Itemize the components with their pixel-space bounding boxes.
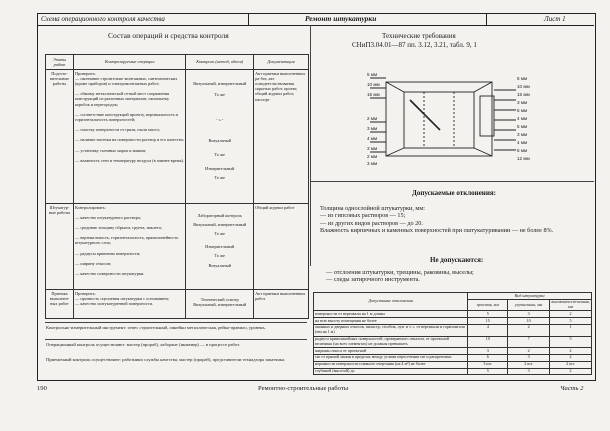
footer-part: Часть 2: [560, 385, 584, 392]
dev-value: 2: [550, 354, 592, 361]
not-allowed-title: Не допускаются:: [430, 256, 484, 264]
dev-text: глубиной (высотой) до: [314, 368, 468, 375]
dev-text: тяг от прямой линии в пределах между углами пересечения тяг и раскреповки: [314, 354, 468, 361]
allowed-line: Толщина однослойной штукатурки, мм:: [320, 205, 425, 212]
ops-col-docs: Документация: [254, 55, 309, 70]
dev-text: оконных и дверных откосов, пилястр, столбов, лузг и т. с. от вертикали и горизонтали (мм на 1 м): [314, 324, 468, 336]
ctrl-item: Технический осмотр: [200, 296, 239, 302]
header-left: Схема операционного контроля качества: [41, 15, 165, 23]
dev-value: 3: [508, 311, 550, 318]
dim-label: 5 мм: [517, 148, 528, 153]
dev-col-high: высококачест-венная, мм: [551, 299, 590, 310]
op-item: — вертикальность, горизонтальность, прямолинейность штукатурного слоя;: [74, 235, 179, 246]
dev-text: ширины откоса от проектной: [314, 348, 468, 355]
op-item: — обжиму металлической сеткой мест сопряжения конструкций из различных материалов, оконопатку коробок и перегородок;: [74, 91, 170, 107]
op-item: — ширину откосов;: [74, 260, 112, 266]
dev-value: 3: [508, 368, 550, 375]
dim-label: 15 мм: [367, 92, 380, 97]
dev-value: 2: [550, 348, 592, 355]
ctrl-item: То же: [214, 174, 225, 180]
dev-value: 2: [550, 311, 592, 318]
dim-label: 5 мм: [517, 108, 528, 113]
op-item: — среднюю толщину обрызга, грунта, наклета;: [74, 224, 162, 230]
dim-label: 2 мм: [367, 116, 378, 121]
allowed-block: [320, 205, 590, 235]
ctrl-item: То же: [214, 152, 225, 158]
header-right: Лист 1: [544, 15, 566, 23]
dev-value: 3: [468, 348, 508, 355]
ctrl-item: Измерительный: [205, 244, 235, 250]
ctrl-item: Визуальный: [208, 138, 231, 144]
dev-value: 7: [508, 336, 550, 348]
table-row: [314, 361, 592, 368]
allowed-line: Влажность кирпичных и каменных поверхностей при оштукатуривании — не более 8%.: [320, 227, 554, 235]
dev-text: на всю высоту помещения не более: [314, 318, 468, 325]
dim-label: 10 мм: [367, 82, 380, 87]
table-row: [314, 324, 592, 336]
dev-value: 1: [550, 324, 592, 336]
dev-text: поверхности от вертикали на 1 м длины: [314, 311, 468, 318]
ops-col-operations: Контролируемые операции: [73, 55, 185, 70]
stage-name: Штукатур-ные работы: [46, 204, 74, 290]
ctrl-item: Визуальный: [208, 262, 231, 268]
dev-value: 15: [468, 318, 508, 325]
ctrl-item: То же: [214, 91, 225, 97]
page-number: 190: [37, 385, 47, 392]
docs-cell: Акт приемки выполненных ра-бот, акт освидетельствования скрытых работ, проект, общий журнал работ, паспорт: [254, 70, 309, 204]
stage-name: Подгото-вительные работы: [46, 70, 74, 204]
docs-cell: Общий журнал работ: [254, 204, 309, 290]
dev-value: 5: [468, 311, 508, 318]
ctrl-item: Визуальный, измерительный: [193, 221, 247, 227]
allowed-title: Допускаемые отклонения:: [412, 189, 496, 197]
dev-value: 10: [468, 336, 508, 348]
docs-cell: Акт приемки выполненных работ: [254, 290, 309, 319]
ops-col-control: Контроль (метод, объем): [186, 55, 254, 70]
ctrl-item: То же: [214, 253, 225, 259]
dim-label: 12 мм: [517, 156, 530, 161]
dim-label: 5 мм: [517, 124, 528, 129]
dim-label: 4 мм: [367, 136, 378, 141]
op-item: — наличие насечки на поверхности раствор и его качество;: [74, 137, 185, 143]
note-instrument: Контрольно-измерительный инструмент: отвес строительный, линейки металлическая, рейка-правило, уровень.: [46, 325, 266, 330]
ctrl-item: Визуальный, измерительный: [193, 301, 247, 307]
table-row: [46, 204, 309, 290]
tech-req-title: Технические требования: [382, 32, 456, 40]
column-divider: [310, 25, 311, 266]
ops-col-stage: Этапы работ: [46, 55, 74, 70]
op-item: — очистку поверхности от грязи, пыли масел;: [74, 127, 160, 133]
deviations-table: [313, 292, 592, 375]
dim-label: 4 мм: [517, 140, 528, 145]
dim-label: 3 мм: [517, 132, 528, 137]
dev-value: 5: [468, 368, 508, 375]
footer-title: Ремонтно-строительные работы: [258, 385, 349, 392]
dim-label: 5 мм: [367, 72, 378, 77]
not-allowed-line: — следы затирочного инструмента.: [326, 276, 420, 284]
dev-value: 10: [508, 318, 550, 325]
dev-value: 4: [468, 324, 508, 336]
allowed-line: — из других видов растворов — до 20.: [320, 219, 423, 227]
note-acceptance: Приемочный контроль осуществляют: работники службы качества, мастер (прораб), представители технадзора заказчика.: [46, 357, 286, 362]
ctrl-item: Измерительный: [205, 165, 235, 171]
op-item: — влажность стен и температуру воздуха (в зимнее время).: [74, 157, 184, 163]
header-bar: [37, 13, 594, 26]
ctrl-item: Лабораторный контроль: [197, 212, 242, 218]
dev-value: 5: [550, 336, 592, 348]
dim-label: 2 мм: [367, 154, 378, 159]
dim-label: 5 мм: [517, 76, 528, 81]
table-row: [314, 311, 592, 318]
dev-value: 2 шт.: [508, 361, 550, 368]
table-row: [314, 368, 592, 375]
op-item: — качество оштукатуренной поверхности.: [74, 300, 154, 306]
dev-text: радиуса криволинейных поверхностей, проверяемого лекалом, от проектной величины (на всех элементах) не должны превышать: [314, 336, 468, 348]
not-allowed-line: — отслоения штукатурки, трещины, раковины, выселы;: [326, 269, 474, 276]
op-item: — качество штукатурного раствора;: [74, 214, 142, 220]
table-row: [314, 354, 592, 361]
dev-value: 2 шт.: [550, 361, 592, 368]
dev-value: 5: [550, 318, 592, 325]
dim-label: 4 мм: [517, 116, 528, 121]
op-item: Контролировать:: [74, 204, 106, 210]
dev-value: 3: [508, 354, 550, 361]
op-item: — радиусы кривизны поверхности;: [74, 250, 141, 256]
table-row: [314, 336, 592, 348]
table-row: [314, 348, 592, 355]
table-row: [46, 70, 309, 204]
op-item: — соответствие конструкций проекту, вертикальность и горизонтальность поверхностей;: [74, 111, 178, 122]
left-title: Состав операций и средства контроля: [108, 31, 229, 40]
table-row: [314, 318, 592, 325]
dim-label: 10 мм: [517, 84, 530, 89]
dim-label: 3 мм: [517, 100, 528, 105]
dev-value: 2: [508, 348, 550, 355]
op-item: Проверить:: [74, 70, 96, 76]
op-item: — установку съемных марок и маяков;: [74, 147, 147, 153]
op-item: — прочность сцепления штукатурки с основанием;: [74, 295, 170, 301]
dev-col-simple: простая, мм: [468, 299, 508, 311]
dev-value: 6: [468, 354, 508, 361]
dim-label: 3 мм: [367, 126, 378, 131]
dim-label: 3 мм: [367, 161, 378, 166]
table-row: [46, 290, 309, 319]
op-item: — окончание строительно-монтажных, сантехнических (кроме приборов) и электромонтажных работ;: [74, 75, 178, 86]
allowed-line: — из гипсовых растворов — 15;: [320, 212, 406, 220]
dev-col-main: Допустимые отклонения: [314, 293, 468, 311]
header-center: Ремонт штукатурки: [305, 14, 377, 23]
dev-value: 2: [550, 368, 592, 375]
ctrl-item: - » -: [216, 116, 224, 122]
dev-text: неровности поверхности плавного очертания (на 4 м²) не более: [314, 361, 468, 368]
dev-value: 3 шт.: [468, 361, 508, 368]
stage-name: Приемка выполнен-ных работ: [46, 290, 74, 319]
dim-label: 3 мм: [367, 146, 378, 151]
ctrl-item: То же: [214, 230, 225, 236]
dim-label: 15 мм: [517, 92, 530, 97]
dev-col-group: Вид штукатурки: [468, 293, 592, 300]
tech-req-ref: СНиП3.04.01—87 пп. 3.12, 3.21, табл. 9, 1: [352, 41, 477, 49]
note-operational: Операционный контроль осуществляют: мастер (прораб), лаборант (инженер) — в процессе работ.: [46, 342, 240, 347]
dev-col-improved: улучшенная, мм: [508, 299, 550, 311]
ops-table: [45, 54, 309, 319]
room-diagram: [364, 70, 534, 166]
dev-value: 2: [508, 324, 550, 336]
op-item: — качество поверхности штукатурки.: [74, 270, 145, 276]
not-allowed-block: [326, 269, 592, 284]
op-item: Проверить:: [74, 290, 96, 296]
ctrl-item: Визуальный, измерительный: [193, 80, 247, 86]
